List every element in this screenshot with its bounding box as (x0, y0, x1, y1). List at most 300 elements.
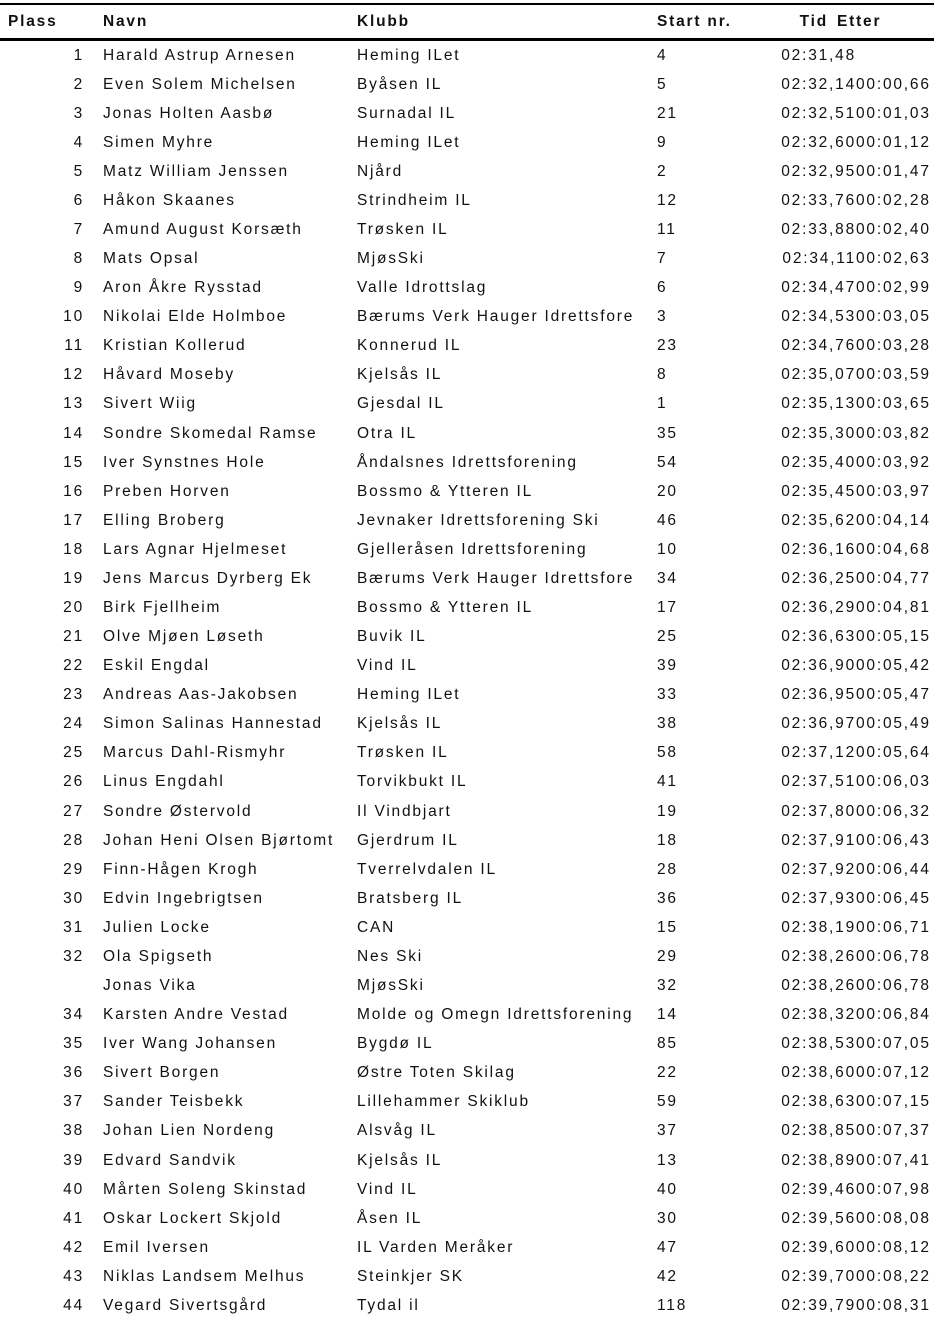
behind-cell: 00:05,15 (856, 628, 931, 646)
place-cell: 21 (63, 628, 84, 646)
start-number-cell: 46 (657, 511, 678, 529)
start-number-cell: 35 (657, 424, 678, 442)
behind-cell: 00:07,05 (856, 1035, 931, 1053)
name-cell: Jonas Vika (103, 977, 197, 995)
result-row (0, 99, 934, 128)
name-cell: Edvin Ingebrigtsen (103, 889, 264, 907)
behind-cell: 00:08,12 (856, 1238, 931, 1256)
name-cell: Sondre Østervold (103, 802, 253, 820)
place-cell: 40 (63, 1180, 84, 1198)
start-number-cell: 85 (657, 1035, 678, 1053)
name-cell: Simon Salinas Hannestad (103, 715, 323, 733)
place-cell: 11 (64, 337, 84, 355)
result-row (0, 274, 934, 303)
place-cell: 12 (63, 366, 84, 384)
result-row (0, 157, 934, 186)
name-cell: Amund August Korsæth (103, 221, 303, 238)
time-cell: 02:32,51 (781, 104, 856, 122)
start-number-cell: 6 (657, 279, 668, 297)
result-row (0, 448, 934, 477)
time-cell: 02:37,93 (781, 889, 856, 907)
club-cell: Surnadal IL (357, 104, 457, 122)
result-row (0, 739, 934, 768)
result-row (0, 245, 934, 274)
start-number-cell: 15 (657, 918, 678, 936)
start-number-cell: 41 (657, 773, 678, 791)
time-cell: 02:31,48 (781, 46, 856, 64)
club-cell: Buvik IL (357, 628, 427, 646)
time-cell: 02:36,16 (781, 540, 856, 558)
behind-cell: 00:07,15 (856, 1093, 931, 1111)
behind-cell: 00:03,82 (856, 424, 931, 442)
result-row (0, 390, 934, 419)
time-cell: 02:37,92 (781, 860, 856, 878)
time-cell: 02:38,85 (781, 1122, 856, 1140)
name-cell: Iver Synstnes Hole (103, 453, 266, 471)
time-cell: 02:39,46 (781, 1180, 856, 1198)
start-number-cell: 20 (657, 482, 678, 500)
time-cell: 02:33,88 (781, 221, 856, 238)
club-cell: Molde og Omegn Idrettsforening (357, 1006, 634, 1024)
club-cell: Åndalsnes Idrettsforening (357, 453, 578, 471)
start-number-cell: 40 (657, 1180, 678, 1198)
club-cell: CAN (357, 918, 396, 936)
time-cell: 02:38,32 (781, 1006, 856, 1024)
time-cell: 02:36,29 (781, 599, 856, 617)
club-cell: Gjesdal IL (357, 395, 445, 413)
club-cell: Alsvåg IL (357, 1122, 437, 1140)
result-row (0, 1059, 934, 1088)
behind-cell: 00:04,81 (856, 599, 931, 617)
time-cell: 02:39,56 (781, 1209, 856, 1227)
place-cell: 5 (73, 162, 84, 180)
result-row (0, 913, 934, 942)
result-row (0, 477, 934, 506)
time-cell: 02:33,76 (781, 191, 856, 209)
club-cell: Heming ILet (357, 686, 461, 704)
time-cell: 02:34,53 (781, 308, 856, 326)
behind-cell: 00:06,32 (856, 802, 931, 820)
name-cell: Olve Mjøen Løseth (103, 628, 265, 646)
place-cell: 39 (63, 1151, 84, 1169)
club-cell: Strindheim IL (357, 191, 472, 209)
behind-cell: 00:06,78 (856, 947, 931, 965)
club-cell: Bossmo & Ytteren IL (357, 599, 534, 617)
place-cell: 1 (73, 46, 84, 64)
time-cell: 02:35,07 (781, 366, 856, 384)
start-number-cell: 58 (657, 744, 678, 762)
column-header-klubb: Klubb (357, 12, 410, 30)
place-cell: 14 (63, 424, 84, 442)
time-cell: 02:39,60 (781, 1238, 856, 1256)
time-cell: 02:32,60 (781, 133, 856, 151)
behind-cell: 00:02,40 (856, 221, 931, 238)
name-cell: Ola Spigseth (103, 947, 214, 965)
name-cell: Niklas Landsem Melhus (103, 1267, 306, 1285)
results-table (0, 3, 934, 1320)
table-header (0, 4, 934, 40)
behind-cell: 00:08,08 (856, 1209, 931, 1227)
start-number-cell: 7 (657, 250, 668, 268)
place-cell: 22 (63, 657, 84, 675)
name-cell: Karsten Andre Vestad (103, 1006, 289, 1024)
time-cell: 02:38,26 (781, 947, 856, 965)
result-row (0, 768, 934, 797)
name-cell: Aron Åkre Rysstad (103, 279, 263, 297)
name-cell: Sivert Wiig (103, 395, 197, 413)
result-row (0, 564, 934, 593)
club-cell: Bratsberg IL (357, 889, 464, 907)
club-cell: Vind IL (357, 657, 418, 675)
place-cell: 34 (63, 1006, 84, 1024)
club-cell: Jevnaker Idrettsforening Ski (357, 511, 600, 529)
result-row (0, 652, 934, 681)
name-cell: Lars Agnar Hjelmeset (103, 540, 288, 558)
behind-cell: 00:04,14 (856, 511, 931, 529)
result-row (0, 40, 934, 71)
behind-cell: 00:04,77 (856, 569, 931, 587)
place-cell: 27 (63, 802, 84, 820)
time-cell: 02:34,11 (782, 250, 856, 268)
time-cell: 02:38,89 (781, 1151, 856, 1169)
start-number-cell: 22 (657, 1064, 678, 1082)
result-row (0, 1146, 934, 1175)
behind-cell (856, 40, 934, 71)
start-number-cell: 10 (657, 540, 678, 558)
result-row (0, 1291, 934, 1320)
start-number-cell: 12 (657, 191, 678, 209)
behind-cell: 00:05,42 (856, 657, 931, 675)
club-cell: Vind IL (357, 1180, 418, 1198)
behind-cell: 00:06,78 (856, 977, 931, 995)
place-cell: 10 (63, 308, 84, 326)
place-cell: 3 (73, 104, 84, 122)
time-cell: 02:34,47 (781, 279, 856, 297)
place-cell: 13 (63, 395, 84, 413)
result-row (0, 506, 934, 535)
result-row (0, 186, 934, 215)
behind-cell: 00:06,84 (856, 1006, 931, 1024)
club-cell: Il Vindbjart (357, 802, 452, 820)
name-cell: Even Solem Michelsen (103, 75, 297, 93)
place-cell: 24 (63, 715, 84, 733)
result-row (0, 942, 934, 971)
result-row (0, 303, 934, 332)
start-number-cell: 118 (657, 1296, 688, 1314)
result-row (0, 1262, 934, 1291)
club-cell: Konnerud IL (357, 337, 462, 355)
header-row (0, 4, 934, 40)
name-cell: Simen Myhre (103, 133, 215, 151)
behind-cell: 00:04,68 (856, 540, 931, 558)
club-cell: Kjelsås IL (357, 366, 443, 384)
behind-cell: 00:01,47 (856, 162, 931, 180)
club-cell: Tverrelvdalen IL (357, 860, 497, 878)
start-number-cell: 28 (657, 860, 678, 878)
column-header-plass: Plass (8, 12, 58, 30)
place-cell: 41 (63, 1209, 84, 1227)
start-number-cell: 19 (657, 802, 678, 820)
name-cell: Jens Marcus Dyrberg Ek (103, 569, 313, 587)
name-cell: Sivert Borgen (103, 1064, 221, 1082)
place-cell: 28 (63, 831, 84, 849)
name-cell: Håkon Skaanes (103, 191, 236, 209)
place-cell: 32 (63, 947, 84, 965)
start-number-cell: 18 (657, 831, 678, 849)
result-row (0, 1204, 934, 1233)
time-cell: 02:37,51 (781, 773, 856, 791)
time-cell: 02:35,45 (781, 482, 856, 500)
behind-cell: 00:06,44 (856, 860, 931, 878)
name-cell: Mårten Soleng Skinstad (103, 1180, 308, 1198)
club-cell: Nes Ski (357, 947, 424, 965)
time-cell: 02:36,63 (781, 628, 856, 646)
behind-cell: 00:00,66 (856, 75, 931, 93)
behind-cell: 00:01,03 (856, 104, 931, 122)
time-cell: 02:36,95 (781, 686, 856, 704)
club-cell: Gjelleråsen Idrettsforening (357, 540, 588, 558)
place-cell: 18 (63, 540, 84, 558)
club-cell: MjøsSki (357, 250, 425, 268)
result-row (0, 855, 934, 884)
time-cell: 02:36,97 (781, 715, 856, 733)
behind-cell: 00:06,71 (856, 918, 931, 936)
time-cell: 02:37,80 (781, 802, 856, 820)
column-header-navn: Navn (103, 12, 149, 30)
result-row (0, 70, 934, 99)
place-cell: 43 (63, 1267, 84, 1285)
place-cell: 4 (73, 133, 84, 151)
start-number-cell: 17 (657, 599, 678, 617)
name-cell: Iver Wang Johansen (103, 1035, 277, 1053)
start-number-cell: 37 (657, 1122, 678, 1140)
name-cell: Andreas Aas-Jakobsen (103, 686, 299, 704)
club-cell: Njård (357, 162, 404, 180)
name-cell: Birk Fjellheim (103, 599, 222, 617)
club-cell: Bærums Verk Hauger Idrettsfore (357, 308, 635, 326)
start-number-cell: 36 (657, 889, 678, 907)
time-cell: 02:32,95 (781, 162, 856, 180)
place-cell: 9 (73, 279, 84, 297)
name-cell: Vegard Sivertsgård (103, 1296, 268, 1314)
result-row (0, 419, 934, 448)
result-row (0, 128, 934, 157)
result-row (0, 1030, 934, 1059)
behind-cell: 00:03,97 (856, 482, 931, 500)
start-number-cell: 9 (657, 133, 668, 151)
place-cell: 17 (63, 511, 84, 529)
start-number-cell: 2 (657, 162, 668, 180)
time-cell: 02:35,40 (781, 453, 856, 471)
behind-cell: 00:06,43 (856, 831, 931, 849)
name-cell: Finn-Hågen Krogh (103, 860, 259, 878)
result-row (0, 535, 934, 564)
start-number-cell: 47 (657, 1238, 678, 1256)
time-cell: 02:36,25 (781, 569, 856, 587)
place-cell: 31 (63, 918, 84, 936)
time-cell: 02:37,91 (781, 831, 856, 849)
behind-cell: 00:05,49 (856, 715, 931, 733)
place-cell: 44 (63, 1296, 84, 1314)
time-cell: 02:38,63 (781, 1093, 856, 1111)
behind-cell: 00:02,28 (856, 191, 931, 209)
time-cell: 02:36,90 (781, 657, 856, 675)
behind-cell: 00:06,03 (856, 773, 931, 791)
time-cell: 02:38,53 (781, 1035, 856, 1053)
name-cell: Elling Broberg (103, 511, 226, 529)
start-number-cell: 14 (657, 1006, 678, 1024)
behind-cell: 00:07,41 (856, 1151, 931, 1169)
start-number-cell: 8 (657, 366, 668, 384)
result-row (0, 215, 934, 244)
result-row (0, 1117, 934, 1146)
name-cell: Linus Engdahl (103, 773, 225, 791)
place-cell: 35 (63, 1035, 84, 1053)
time-cell: 02:38,60 (781, 1064, 856, 1082)
result-row (0, 972, 934, 1001)
club-cell: Heming ILet (357, 46, 461, 64)
behind-cell: 00:03,05 (856, 308, 931, 326)
place-cell: 42 (63, 1238, 84, 1256)
result-row (0, 332, 934, 361)
start-number-cell: 25 (657, 628, 678, 646)
table-body (0, 40, 934, 1321)
start-number-cell: 3 (657, 308, 668, 326)
place-cell: 16 (63, 482, 84, 500)
place-cell: 26 (63, 773, 84, 791)
behind-cell: 00:03,65 (856, 395, 931, 413)
name-cell: Marcus Dahl-Rismyhr (103, 744, 287, 762)
place-cell: 20 (63, 599, 84, 617)
behind-cell: 00:01,12 (856, 133, 931, 151)
place-cell: 8 (73, 250, 84, 268)
club-cell: Lillehammer Skiklub (357, 1093, 530, 1111)
behind-cell: 00:05,47 (856, 686, 931, 704)
behind-cell: 00:03,92 (856, 453, 931, 471)
time-cell: 02:38,19 (781, 918, 856, 936)
time-cell: 02:35,30 (781, 424, 856, 442)
place-cell: 2 (73, 75, 84, 93)
club-cell: Byåsen IL (357, 75, 443, 93)
place-cell: 29 (63, 860, 84, 878)
name-cell: Harald Astrup Arnesen (103, 46, 296, 64)
name-cell: Jonas Holten Aasbø (103, 104, 275, 122)
start-number-cell: 11 (657, 221, 677, 238)
club-cell: Bossmo & Ytteren IL (357, 482, 534, 500)
name-cell: Johan Lien Nordeng (103, 1122, 276, 1140)
club-cell: Trøsken IL (357, 744, 449, 762)
place-cell: 36 (63, 1064, 84, 1082)
place-cell: 38 (63, 1122, 84, 1140)
behind-cell: 00:06,45 (856, 889, 931, 907)
club-cell: Kjelsås IL (357, 1151, 443, 1169)
result-row (0, 361, 934, 390)
time-cell: 02:34,76 (781, 337, 856, 355)
start-number-cell: 42 (657, 1267, 678, 1285)
behind-cell: 00:02,63 (856, 250, 931, 268)
column-header-tid: Tid (799, 12, 828, 30)
start-number-cell: 13 (657, 1151, 678, 1169)
result-row (0, 593, 934, 622)
club-cell: MjøsSki (357, 977, 425, 995)
result-row (0, 884, 934, 913)
time-cell: 02:39,79 (781, 1296, 856, 1314)
start-number-cell: 38 (657, 715, 678, 733)
result-row (0, 826, 934, 855)
club-cell: Bærums Verk Hauger Idrettsfore (357, 569, 635, 587)
name-cell: Preben Horven (103, 482, 231, 500)
start-number-cell: 32 (657, 977, 678, 995)
club-cell: Trøsken IL (357, 221, 449, 238)
column-header-start-nr: Start nr. (657, 12, 732, 30)
result-row (0, 623, 934, 652)
place-cell: 25 (63, 744, 84, 762)
start-number-cell: 4 (657, 46, 668, 64)
start-number-cell: 34 (657, 569, 678, 587)
name-cell: Edvard Sandvik (103, 1151, 237, 1169)
time-cell: 02:39,70 (781, 1267, 856, 1285)
club-cell: Torvikbukt IL (357, 773, 468, 791)
club-cell: IL Varden Meråker (357, 1238, 515, 1256)
time-cell: 02:35,13 (781, 395, 856, 413)
result-row (0, 797, 934, 826)
start-number-cell: 59 (657, 1093, 678, 1111)
time-cell: 02:37,12 (781, 744, 856, 762)
start-number-cell: 54 (657, 453, 678, 471)
behind-cell: 00:02,99 (856, 279, 931, 297)
club-cell: Åsen IL (357, 1209, 423, 1227)
name-cell: Julien Locke (103, 918, 211, 936)
place-cell: 19 (63, 569, 84, 587)
name-cell: Matz William Jenssen (103, 162, 289, 180)
time-cell: 02:32,14 (781, 75, 856, 93)
time-cell: 02:38,26 (781, 977, 856, 995)
name-cell: Mats Opsal (103, 250, 200, 268)
place-cell: 6 (73, 191, 84, 209)
result-row (0, 1175, 934, 1204)
name-cell: Sondre Skomedal Ramse (103, 424, 318, 442)
result-row (0, 1088, 934, 1117)
behind-cell: 00:05,64 (856, 744, 931, 762)
place-cell: 7 (73, 221, 84, 238)
column-header-etter: Etter (837, 12, 882, 30)
place-cell: 15 (63, 453, 84, 471)
club-cell: Heming ILet (357, 133, 461, 151)
result-row (0, 681, 934, 710)
start-number-cell: 23 (657, 337, 678, 355)
name-cell: Kristian Kollerud (103, 337, 247, 355)
start-number-cell: 21 (657, 104, 678, 122)
behind-cell: 00:07,37 (856, 1122, 931, 1140)
start-number-cell: 39 (657, 657, 678, 675)
club-cell: Otra IL (357, 424, 417, 442)
name-cell: Eskil Engdal (103, 657, 210, 675)
start-number-cell: 30 (657, 1209, 678, 1227)
place-cell: 30 (63, 889, 84, 907)
place-cell: 37 (63, 1093, 84, 1111)
behind-cell: 00:07,12 (856, 1064, 931, 1082)
name-cell: Emil Iversen (103, 1238, 210, 1256)
club-cell: Steinkjer SK (357, 1267, 464, 1285)
start-number-cell: 5 (657, 75, 668, 93)
club-cell: Østre Toten Skilag (357, 1064, 516, 1082)
club-cell: Valle Idrottslag (357, 279, 488, 297)
time-cell: 02:35,62 (781, 511, 856, 529)
name-cell: Håvard Moseby (103, 366, 235, 384)
club-cell: Gjerdrum IL (357, 831, 459, 849)
name-cell: Oskar Lockert Skjold (103, 1209, 282, 1227)
start-number-cell: 29 (657, 947, 678, 965)
